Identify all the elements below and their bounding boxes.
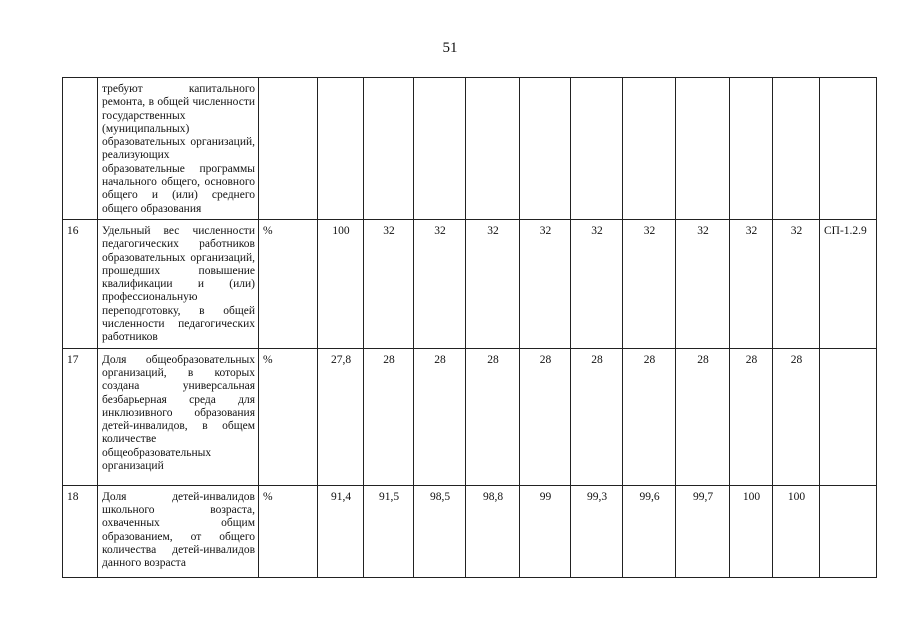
value-cell: 28 bbox=[730, 348, 773, 485]
value-cell: 91,4 bbox=[318, 485, 364, 577]
page-number: 51 bbox=[442, 40, 458, 56]
value-cell: 32 bbox=[623, 220, 676, 349]
value-cell bbox=[520, 78, 571, 220]
value-cell bbox=[364, 78, 414, 220]
code-cell bbox=[820, 78, 877, 220]
value-cell bbox=[571, 78, 623, 220]
value-cell: 99 bbox=[520, 485, 571, 577]
value-cell bbox=[730, 78, 773, 220]
code-cell bbox=[820, 485, 877, 577]
value-cell bbox=[466, 78, 520, 220]
value-cell bbox=[676, 78, 730, 220]
value-cell: 100 bbox=[773, 485, 820, 577]
indicator-table bbox=[62, 77, 877, 578]
value-cell: 99,3 bbox=[571, 485, 623, 577]
table-row bbox=[63, 78, 877, 220]
value-cell: 91,5 bbox=[364, 485, 414, 577]
value-cell: 28 bbox=[520, 348, 571, 485]
value-cell bbox=[318, 78, 364, 220]
value-cell: 28 bbox=[364, 348, 414, 485]
value-cell: 27,8 bbox=[318, 348, 364, 485]
value-cell bbox=[773, 78, 820, 220]
value-cell: 28 bbox=[466, 348, 520, 485]
row-number: 18 bbox=[63, 485, 98, 577]
value-cell: 99,6 bbox=[623, 485, 676, 577]
table-row bbox=[63, 348, 877, 485]
unit-cell bbox=[259, 78, 318, 220]
indicator-description: Доля детей-инвалидов школьного возраста, охваченных общим образованием, от общего количества детей-инвалидов данного возраста bbox=[98, 485, 259, 577]
value-cell bbox=[623, 78, 676, 220]
code-cell: СП-1.2.9 bbox=[820, 220, 877, 349]
table-row bbox=[63, 485, 877, 577]
value-cell: 28 bbox=[623, 348, 676, 485]
value-cell: 32 bbox=[730, 220, 773, 349]
unit-cell: % bbox=[259, 348, 318, 485]
unit-cell: % bbox=[259, 220, 318, 349]
value-cell: 98,5 bbox=[414, 485, 466, 577]
row-number: 17 bbox=[63, 348, 98, 485]
value-cell: 100 bbox=[318, 220, 364, 349]
code-cell bbox=[820, 348, 877, 485]
value-cell bbox=[414, 78, 466, 220]
value-cell: 32 bbox=[364, 220, 414, 349]
value-cell: 32 bbox=[414, 220, 466, 349]
value-cell: 28 bbox=[414, 348, 466, 485]
value-cell: 32 bbox=[466, 220, 520, 349]
value-cell: 32 bbox=[676, 220, 730, 349]
value-cell: 32 bbox=[520, 220, 571, 349]
value-cell: 28 bbox=[571, 348, 623, 485]
value-cell: 28 bbox=[773, 348, 820, 485]
row-number: 16 bbox=[63, 220, 98, 349]
value-cell: 32 bbox=[773, 220, 820, 349]
value-cell: 99,7 bbox=[676, 485, 730, 577]
unit-cell: % bbox=[259, 485, 318, 577]
value-cell: 98,8 bbox=[466, 485, 520, 577]
value-cell: 28 bbox=[676, 348, 730, 485]
table-row bbox=[63, 220, 877, 349]
value-cell: 100 bbox=[730, 485, 773, 577]
row-number bbox=[63, 78, 98, 220]
indicator-description: требуют капитального ремонта, в общей численности государственных (муниципальных) образовательных организаций, реализующих образовательные программы начального общего, основного общего и (или) среднего общего образования bbox=[98, 78, 259, 220]
value-cell: 32 bbox=[571, 220, 623, 349]
indicator-description: Удельный вес численности педагогических работников образовательных организаций, прошедших повышение квалификации и (или) профессиональную переподготовку, в общей численности педагогических работников bbox=[98, 220, 259, 349]
indicator-description: Доля общеобразовательных организаций, в которых создана универсальная безбарьерная среда для инклюзивного образования детей-инвалидов, в общем количестве общеобразовательных организаций bbox=[98, 348, 259, 485]
